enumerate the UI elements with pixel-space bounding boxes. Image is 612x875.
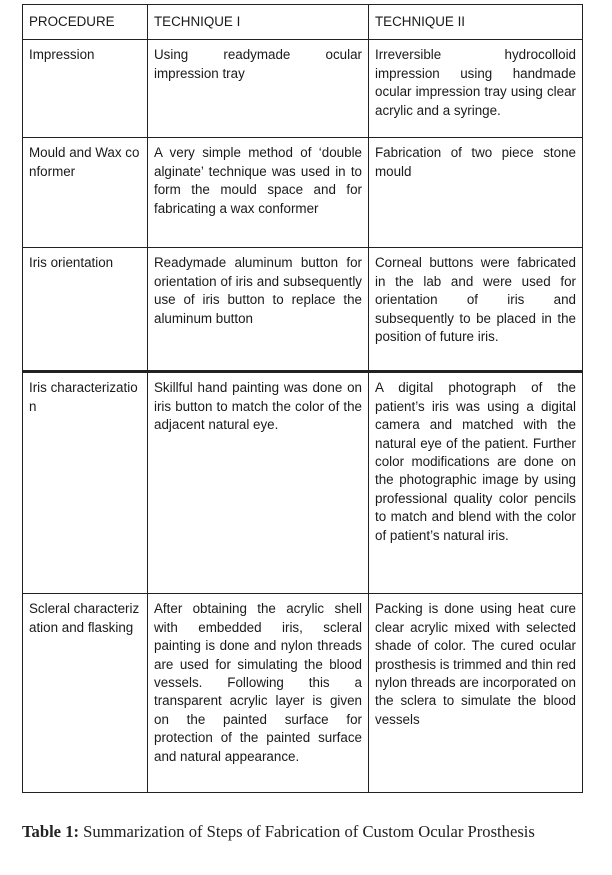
- table-row: [23, 40, 583, 138]
- row-technique-2: Fabrication of two piece stone mould: [369, 138, 583, 248]
- table-row: [23, 372, 583, 594]
- row-procedure: Mould and Wax conformer: [23, 138, 148, 248]
- row-technique-2: Corneal buttons were fabricated in the lab and were used for orientation of iris and subsequently to be placed in the position of future iris.: [369, 248, 583, 372]
- header-procedure: PROCEDURE: [23, 5, 148, 40]
- row-technique-1: Using readymade ocular impression tray: [148, 40, 369, 138]
- row-technique-2: Irreversible hydrocolloid impression using handmade ocular impression tray using clear acrylic and a syringe.: [369, 40, 583, 138]
- row-procedure: Iris characterization: [23, 372, 148, 594]
- row-technique-1: A very simple method of ‘double alginate’ technique was used in to form the mould space and for fabricating a wax conformer: [148, 138, 369, 248]
- header-technique-2: TECHNIQUE II: [369, 5, 583, 40]
- header-technique-1: TECHNIQUE I: [148, 5, 369, 40]
- row-technique-2: A digital photograph of the patient’s iris was using a digital camera and matched with the natural eye of the patient. Further color modifications are done on the photographic image by using professional quality color pencils to match and blend with the color of patient’s natural iris.: [369, 372, 583, 594]
- table-caption: [22, 822, 587, 842]
- row-procedure: Scleral characterization and flasking: [23, 594, 148, 793]
- table-row: [23, 248, 583, 372]
- row-technique-1: Readymade aluminum button for orientation of iris and subsequently use of iris button to replace the aluminum button: [148, 248, 369, 372]
- table-header-row: [23, 5, 583, 40]
- row-procedure: Iris orientation: [23, 248, 148, 372]
- table-row: [23, 138, 583, 248]
- row-technique-2: Packing is done using heat cure clear acrylic mixed with selected shade of color. The cured ocular prosthesis is trimmed and thin red nylon threads are incorporated on the sclera to simulate the blood vessels: [369, 594, 583, 793]
- row-technique-1: After obtaining the acrylic shell with embedded iris, scleral painting is done and nylon threads are used for simulating the blood vessels. Following this a transparent acrylic layer is given on the painted surface for protection of the painted surface and natural appearance.: [148, 594, 369, 793]
- row-procedure: Impression: [23, 40, 148, 138]
- caption-text: Summarization of Steps of Fabrication of Custom Ocular Prosthesis: [79, 822, 535, 841]
- caption-label: Table 1:: [22, 822, 80, 841]
- fabrication-steps-table: [22, 4, 583, 793]
- table-row: [23, 594, 583, 793]
- row-technique-1: Skillful hand painting was done on iris button to match the color of the adjacent natural eye.: [148, 372, 369, 594]
